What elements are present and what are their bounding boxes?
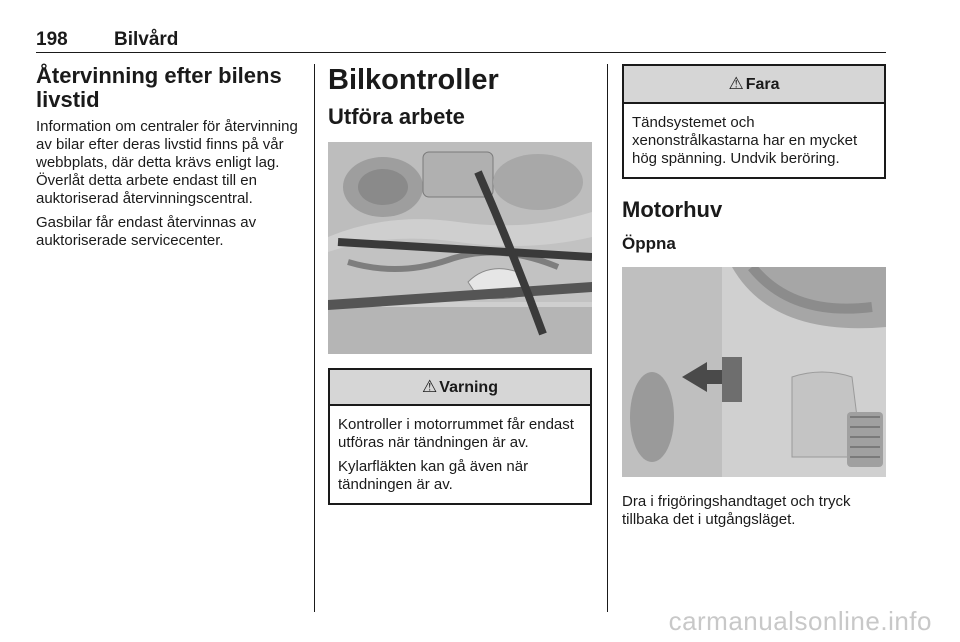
page-header [36,26,886,53]
danger-box [622,64,886,179]
warning-paragraph-1: Kontroller i motorrummet får endast utföras när tändningen är av. [338,416,574,451]
danger-title: Fara [745,76,780,93]
engine-bay-illustration [328,142,592,354]
hood-release-illustration [622,267,886,477]
warning-paragraph-2: Kylarfläkten kan gå även när tändningen är av. [338,458,529,493]
column-vehicle-checks [328,64,592,505]
page-number: 198 [36,29,68,50]
open-heading: Öppna [622,234,676,253]
column-hood [622,64,886,529]
column-divider [607,64,608,612]
perform-work-heading: Utföra arbete [328,104,465,129]
watermark: carmanualsonline.info [668,606,932,636]
warning-box [328,368,592,505]
recycling-heading: Återvinning efter bilens livstid [36,63,282,112]
danger-header [624,66,884,104]
column-divider [314,64,315,612]
warning-header [330,370,590,406]
danger-body [624,104,884,177]
recycling-paragraph-1: Information om centraler för återvinning av bilar efter deras livstid finns på vår webbplats, där detta krävs enligt lag. Överlåt detta arbete endast till en auktoriserad återvinningscentral. [36,118,298,207]
column-recycling [36,64,298,250]
danger-icon: ⚠ [728,74,744,93]
vehicle-checks-heading: Bilkontroller [328,64,499,96]
recycling-paragraph-2: Gasbilar får endast återvinnas av auktoriserade servicecenter. [36,214,257,249]
hood-heading: Motorhuv [622,197,723,222]
warning-title: Varning [439,379,498,396]
warning-icon: ⚠ [422,377,438,396]
hood-caption: Dra i frigöringshandtaget och tryck tillbaka det i utgångsläget. [622,493,851,528]
danger-paragraph: Tändsystemet och xenonstrålkastarna har en mycket hög spänning. Undvik beröring. [632,114,858,167]
warning-body [330,406,590,503]
section-title: Bilvård [114,29,179,50]
